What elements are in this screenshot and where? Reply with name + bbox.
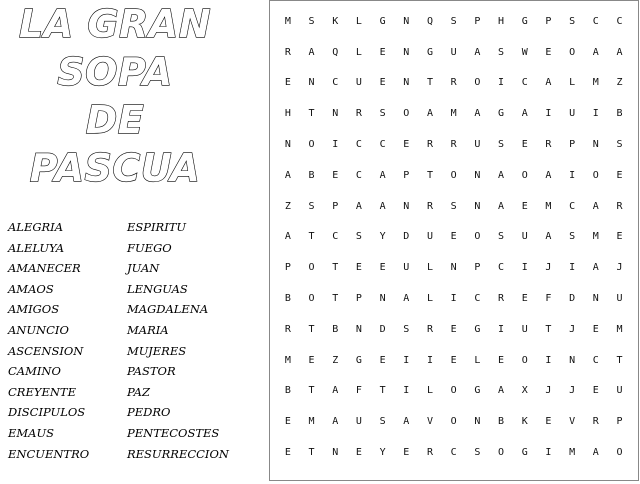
grid-cell[interactable]: I <box>545 354 552 366</box>
grid-cell[interactable]: R <box>450 139 457 151</box>
grid-cell[interactable]: N <box>474 416 481 428</box>
grid-cell[interactable]: E <box>592 323 599 335</box>
word-item: EMAUS <box>8 425 55 440</box>
grid-row <box>276 37 632 68</box>
word-item: JUAN <box>127 261 160 276</box>
grid-row <box>276 376 632 407</box>
grid-cell[interactable]: C <box>379 139 386 151</box>
grid-cell[interactable]: C <box>569 200 576 212</box>
grid-cell[interactable]: A <box>284 231 291 243</box>
grid-cell[interactable]: N <box>474 169 481 181</box>
grid-cell[interactable]: U <box>426 231 433 243</box>
word-item: ANUNCIO <box>8 322 69 337</box>
grid-cell[interactable]: A <box>474 108 481 120</box>
grid-cell[interactable]: S <box>474 447 481 459</box>
grid-cell[interactable]: K <box>521 416 528 428</box>
grid-cell[interactable]: Z <box>332 354 339 366</box>
grid-cell[interactable]: E <box>521 293 528 305</box>
grid-cell[interactable]: R <box>426 323 433 335</box>
grid-cell[interactable]: E <box>308 354 315 366</box>
grid-cell[interactable]: R <box>426 200 433 212</box>
grid-cell[interactable]: A <box>521 108 528 120</box>
grid-row <box>276 191 632 222</box>
grid-cell[interactable]: V <box>426 416 433 428</box>
grid-cell[interactable]: E <box>545 416 552 428</box>
grid-cell[interactable]: M <box>308 416 315 428</box>
grid-cell[interactable]: E <box>284 447 291 459</box>
grid-row <box>276 98 632 129</box>
grid-cell[interactable]: O <box>308 293 315 305</box>
grid-cell[interactable]: U <box>521 231 528 243</box>
grid-cell[interactable]: E <box>403 139 410 151</box>
grid-cell[interactable]: O <box>474 231 481 243</box>
grid-cell[interactable]: J <box>545 262 552 274</box>
grid-row <box>276 6 632 37</box>
grid-cell[interactable]: A <box>592 200 599 212</box>
grid-cell[interactable]: P <box>545 15 552 27</box>
grid-cell[interactable]: N <box>332 447 339 459</box>
grid-cell[interactable]: G <box>498 108 505 120</box>
grid-cell[interactable]: E <box>616 231 623 243</box>
grid-cell[interactable]: G <box>379 15 386 27</box>
grid-cell[interactable]: I <box>521 262 528 274</box>
grid-cell[interactable]: T <box>545 323 552 335</box>
grid-cell[interactable]: I <box>592 108 599 120</box>
grid-cell[interactable]: N <box>592 139 599 151</box>
grid-cell[interactable]: A <box>616 46 623 58</box>
word-item: AMANECER <box>8 261 81 276</box>
grid-cell[interactable]: E <box>379 354 386 366</box>
grid-cell[interactable]: O <box>403 108 410 120</box>
grid-cell[interactable]: E <box>379 77 386 89</box>
grid-cell[interactable]: R <box>426 139 433 151</box>
grid-cell[interactable]: A <box>308 46 315 58</box>
grid-cell[interactable]: A <box>592 262 599 274</box>
grid-cell[interactable]: R <box>284 323 291 335</box>
grid-cell[interactable]: H <box>498 15 505 27</box>
grid-cell[interactable]: Y <box>379 447 386 459</box>
grid-cell[interactable]: S <box>569 15 576 27</box>
grid-cell[interactable]: A <box>498 385 505 397</box>
grid-row <box>276 252 632 283</box>
grid-cell[interactable]: W <box>521 46 528 58</box>
word-item: MUJERES <box>127 343 187 358</box>
grid-cell[interactable]: T <box>308 323 315 335</box>
grid-cell[interactable]: G <box>355 354 362 366</box>
title-block <box>0 0 255 200</box>
grid-cell[interactable]: A <box>498 169 505 181</box>
grid-row <box>276 160 632 191</box>
grid-cell[interactable]: A <box>498 200 505 212</box>
grid-cell[interactable]: O <box>308 139 315 151</box>
word-item: RESURRECCION <box>127 446 229 461</box>
grid-cell[interactable]: K <box>332 15 339 27</box>
grid-cell[interactable]: E <box>355 262 362 274</box>
word-item: ASCENSION <box>8 343 84 358</box>
grid-cell[interactable]: R <box>616 200 623 212</box>
grid-cell[interactable]: A <box>379 200 386 212</box>
grid-cell[interactable]: R <box>545 139 552 151</box>
grid-cell[interactable]: U <box>616 293 623 305</box>
grid-cell[interactable]: R <box>592 416 599 428</box>
grid-cell[interactable]: N <box>592 293 599 305</box>
grid-cell[interactable]: I <box>569 169 576 181</box>
grid-cell[interactable]: T <box>308 447 315 459</box>
grid-row <box>276 314 632 345</box>
grid-cell[interactable]: S <box>355 231 362 243</box>
grid-cell[interactable]: R <box>450 77 457 89</box>
grid-cell[interactable]: I <box>545 447 552 459</box>
grid-cell[interactable]: O <box>450 169 457 181</box>
grid-cell[interactable]: L <box>426 385 433 397</box>
grid-cell[interactable]: O <box>450 385 457 397</box>
grid-cell[interactable]: O <box>521 354 528 366</box>
letter-grid <box>276 6 632 468</box>
grid-cell[interactable]: E <box>592 385 599 397</box>
grid-cell[interactable]: I <box>403 354 410 366</box>
grid-cell[interactable]: E <box>379 46 386 58</box>
grid-cell[interactable]: P <box>474 15 481 27</box>
grid-cell[interactable]: N <box>569 354 576 366</box>
grid-cell[interactable]: M <box>545 200 552 212</box>
grid-cell[interactable]: T <box>308 108 315 120</box>
grid-cell[interactable]: E <box>450 354 457 366</box>
grid-cell[interactable]: T <box>379 385 386 397</box>
word-item: PASTOR <box>127 364 176 379</box>
grid-cell[interactable]: S <box>498 231 505 243</box>
grid-cell[interactable]: Q <box>426 15 433 27</box>
grid-cell[interactable]: U <box>450 46 457 58</box>
grid-cell[interactable]: O <box>569 46 576 58</box>
word-item: PAZ <box>127 384 150 399</box>
grid-cell[interactable]: Q <box>332 46 339 58</box>
grid-cell[interactable]: E <box>355 447 362 459</box>
grid-cell[interactable]: S <box>569 231 576 243</box>
grid-cell[interactable]: G <box>521 447 528 459</box>
grid-cell[interactable]: N <box>308 77 315 89</box>
grid-cell[interactable]: O <box>592 169 599 181</box>
grid-cell[interactable]: C <box>498 262 505 274</box>
word-item: PEDRO <box>127 405 171 420</box>
grid-cell[interactable]: I <box>426 354 433 366</box>
grid-cell[interactable]: U <box>521 323 528 335</box>
grid-cell[interactable]: T <box>616 354 623 366</box>
grid-cell[interactable]: S <box>450 15 457 27</box>
grid-cell[interactable]: R <box>355 108 362 120</box>
title-line-1: LA GRAN <box>18 2 211 46</box>
title-line-2: SOPA <box>57 50 173 94</box>
grid-cell[interactable]: E <box>332 169 339 181</box>
grid-cell[interactable]: B <box>308 169 315 181</box>
grid-cell[interactable]: E <box>450 231 457 243</box>
grid-cell[interactable]: C <box>355 169 362 181</box>
grid-cell[interactable]: O <box>474 77 481 89</box>
grid-cell[interactable]: A <box>379 169 386 181</box>
grid-cell[interactable]: A <box>403 293 410 305</box>
word-list-column-2 <box>127 217 229 464</box>
grid-cell[interactable]: S <box>616 139 623 151</box>
grid-cell[interactable]: J <box>545 385 552 397</box>
grid-cell[interactable]: E <box>498 354 505 366</box>
grid-cell[interactable]: T <box>426 169 433 181</box>
grid-cell[interactable]: E <box>403 447 410 459</box>
grid-cell[interactable]: X <box>521 385 528 397</box>
grid-cell[interactable]: C <box>332 231 339 243</box>
grid-cell[interactable]: A <box>474 46 481 58</box>
grid-cell[interactable]: N <box>403 46 410 58</box>
grid-cell[interactable]: P <box>403 169 410 181</box>
grid-cell[interactable]: A <box>592 46 599 58</box>
grid-cell[interactable]: I <box>498 323 505 335</box>
word-search-grid <box>269 0 639 481</box>
grid-cell[interactable]: N <box>355 323 362 335</box>
grid-cell[interactable]: E <box>616 169 623 181</box>
grid-cell[interactable]: S <box>498 46 505 58</box>
grid-cell[interactable]: J <box>569 323 576 335</box>
word-item: ENCUENTRO <box>8 446 90 461</box>
word-item: CAMINO <box>8 364 61 379</box>
grid-cell[interactable]: O <box>450 416 457 428</box>
word-item: DISCIPULOS <box>8 405 86 420</box>
grid-cell[interactable]: B <box>616 108 623 120</box>
grid-cell[interactable]: A <box>545 231 552 243</box>
grid-cell[interactable]: L <box>569 77 576 89</box>
grid-cell[interactable]: S <box>308 15 315 27</box>
grid-cell[interactable]: E <box>521 139 528 151</box>
grid-cell[interactable]: C <box>592 15 599 27</box>
grid-cell[interactable]: N <box>403 77 410 89</box>
grid-cell[interactable]: C <box>450 447 457 459</box>
grid-cell[interactable]: T <box>308 231 315 243</box>
grid-cell[interactable]: H <box>284 108 291 120</box>
grid-cell[interactable]: C <box>521 77 528 89</box>
grid-cell[interactable]: G <box>521 15 528 27</box>
grid-cell[interactable]: R <box>284 46 291 58</box>
word-item: PENTECOSTES <box>127 425 220 440</box>
grid-cell[interactable]: O <box>521 169 528 181</box>
grid-cell[interactable]: S <box>498 139 505 151</box>
grid-cell[interactable]: S <box>308 200 315 212</box>
grid-cell[interactable]: P <box>284 262 291 274</box>
grid-cell[interactable]: G <box>474 385 481 397</box>
word-item: ALELUYA <box>8 240 65 255</box>
grid-cell[interactable]: R <box>426 447 433 459</box>
grid-cell[interactable]: A <box>403 416 410 428</box>
grid-cell[interactable]: U <box>355 77 362 89</box>
grid-cell[interactable]: I <box>569 262 576 274</box>
grid-row <box>276 129 632 160</box>
grid-cell[interactable]: N <box>332 108 339 120</box>
grid-cell[interactable]: A <box>426 108 433 120</box>
grid-cell[interactable]: L <box>355 15 362 27</box>
grid-cell[interactable]: M <box>284 15 291 27</box>
grid-cell[interactable]: Y <box>379 231 386 243</box>
word-item: FUEGO <box>127 240 172 255</box>
grid-cell[interactable]: T <box>426 77 433 89</box>
grid-row <box>276 283 632 314</box>
grid-cell[interactable]: J <box>569 385 576 397</box>
grid-cell[interactable]: P <box>616 416 623 428</box>
grid-cell[interactable]: J <box>616 262 623 274</box>
grid-cell[interactable]: A <box>332 385 339 397</box>
grid-cell[interactable]: U <box>616 385 623 397</box>
grid-cell[interactable]: T <box>332 262 339 274</box>
grid-cell[interactable]: N <box>284 139 291 151</box>
grid-cell[interactable]: I <box>403 385 410 397</box>
grid-cell[interactable]: N <box>474 200 481 212</box>
grid-cell[interactable]: B <box>332 323 339 335</box>
grid-cell[interactable]: A <box>545 169 552 181</box>
grid-cell[interactable]: A <box>332 416 339 428</box>
grid-cell[interactable]: U <box>474 139 481 151</box>
grid-cell[interactable]: S <box>379 108 386 120</box>
grid-cell[interactable]: C <box>474 293 481 305</box>
grid-cell[interactable]: T <box>308 385 315 397</box>
grid-cell[interactable]: U <box>569 108 576 120</box>
grid-cell[interactable]: F <box>355 385 362 397</box>
word-item: AMAOS <box>8 281 54 296</box>
grid-cell[interactable]: E <box>545 46 552 58</box>
grid-cell[interactable]: A <box>284 169 291 181</box>
grid-cell[interactable]: O <box>616 447 623 459</box>
grid-cell[interactable]: C <box>616 15 623 27</box>
grid-cell[interactable]: M <box>592 231 599 243</box>
grid-cell[interactable]: M <box>616 323 623 335</box>
grid-cell[interactable]: A <box>545 77 552 89</box>
grid-cell[interactable]: B <box>284 293 291 305</box>
grid-cell[interactable]: D <box>379 323 386 335</box>
grid-cell[interactable]: V <box>569 416 576 428</box>
grid-cell[interactable]: E <box>284 416 291 428</box>
grid-cell[interactable]: A <box>355 200 362 212</box>
grid-row <box>276 406 632 437</box>
grid-cell[interactable]: E <box>379 262 386 274</box>
grid-cell[interactable]: M <box>569 447 576 459</box>
grid-cell[interactable]: G <box>426 46 433 58</box>
grid-cell[interactable]: O <box>498 447 505 459</box>
grid-cell[interactable]: N <box>403 15 410 27</box>
grid-cell[interactable]: Z <box>616 77 623 89</box>
grid-cell[interactable]: G <box>474 323 481 335</box>
grid-cell[interactable]: D <box>569 293 576 305</box>
word-item: AMIGOS <box>8 302 60 317</box>
grid-cell[interactable]: E <box>284 77 291 89</box>
grid-row <box>276 222 632 253</box>
word-item: LENGUAS <box>127 281 188 296</box>
grid-row <box>276 68 632 99</box>
grid-cell[interactable]: M <box>592 77 599 89</box>
grid-cell[interactable]: S <box>379 416 386 428</box>
grid-cell[interactable]: L <box>474 354 481 366</box>
grid-cell[interactable]: D <box>403 231 410 243</box>
grid-cell[interactable]: P <box>474 262 481 274</box>
grid-cell[interactable]: U <box>403 262 410 274</box>
grid-cell[interactable]: N <box>450 262 457 274</box>
grid-cell[interactable]: N <box>379 293 386 305</box>
grid-cell[interactable]: S <box>450 200 457 212</box>
grid-cell[interactable]: P <box>355 293 362 305</box>
grid-cell[interactable]: O <box>308 262 315 274</box>
grid-cell[interactable]: U <box>355 416 362 428</box>
grid-cell[interactable]: E <box>450 323 457 335</box>
grid-cell[interactable]: L <box>355 46 362 58</box>
grid-cell[interactable]: I <box>332 139 339 151</box>
grid-cell[interactable]: E <box>521 200 528 212</box>
grid-cell[interactable]: M <box>284 354 291 366</box>
grid-cell[interactable]: S <box>403 323 410 335</box>
grid-cell[interactable]: L <box>426 293 433 305</box>
title-line-3: DE <box>85 98 145 142</box>
grid-cell[interactable]: B <box>498 416 505 428</box>
word-item: CREYENTE <box>8 384 76 399</box>
word-list-column-1 <box>8 217 89 464</box>
grid-cell[interactable]: Z <box>284 200 291 212</box>
grid-cell[interactable]: C <box>592 354 599 366</box>
grid-cell[interactable]: I <box>450 293 457 305</box>
grid-cell[interactable]: B <box>284 385 291 397</box>
grid-cell[interactable]: L <box>426 262 433 274</box>
word-item: ESPIRITU <box>127 220 187 234</box>
title-line-4: PASCUA <box>29 146 201 190</box>
grid-cell[interactable]: P <box>569 139 576 151</box>
grid-cell[interactable]: T <box>332 293 339 305</box>
word-item: MAGDALENA <box>127 302 209 317</box>
grid-row <box>276 437 632 468</box>
grid-cell[interactable]: F <box>545 293 552 305</box>
grid-cell[interactable]: I <box>498 77 505 89</box>
grid-cell[interactable]: N <box>403 200 410 212</box>
grid-cell[interactable]: R <box>498 293 505 305</box>
grid-cell[interactable]: I <box>545 108 552 120</box>
grid-cell[interactable]: C <box>332 77 339 89</box>
grid-cell[interactable]: P <box>332 200 339 212</box>
word-item: ALEGRIA <box>8 220 64 234</box>
grid-cell[interactable]: C <box>355 139 362 151</box>
grid-row <box>276 345 632 376</box>
grid-cell[interactable]: M <box>450 108 457 120</box>
grid-cell[interactable]: A <box>592 447 599 459</box>
word-item: MARIA <box>127 322 169 337</box>
